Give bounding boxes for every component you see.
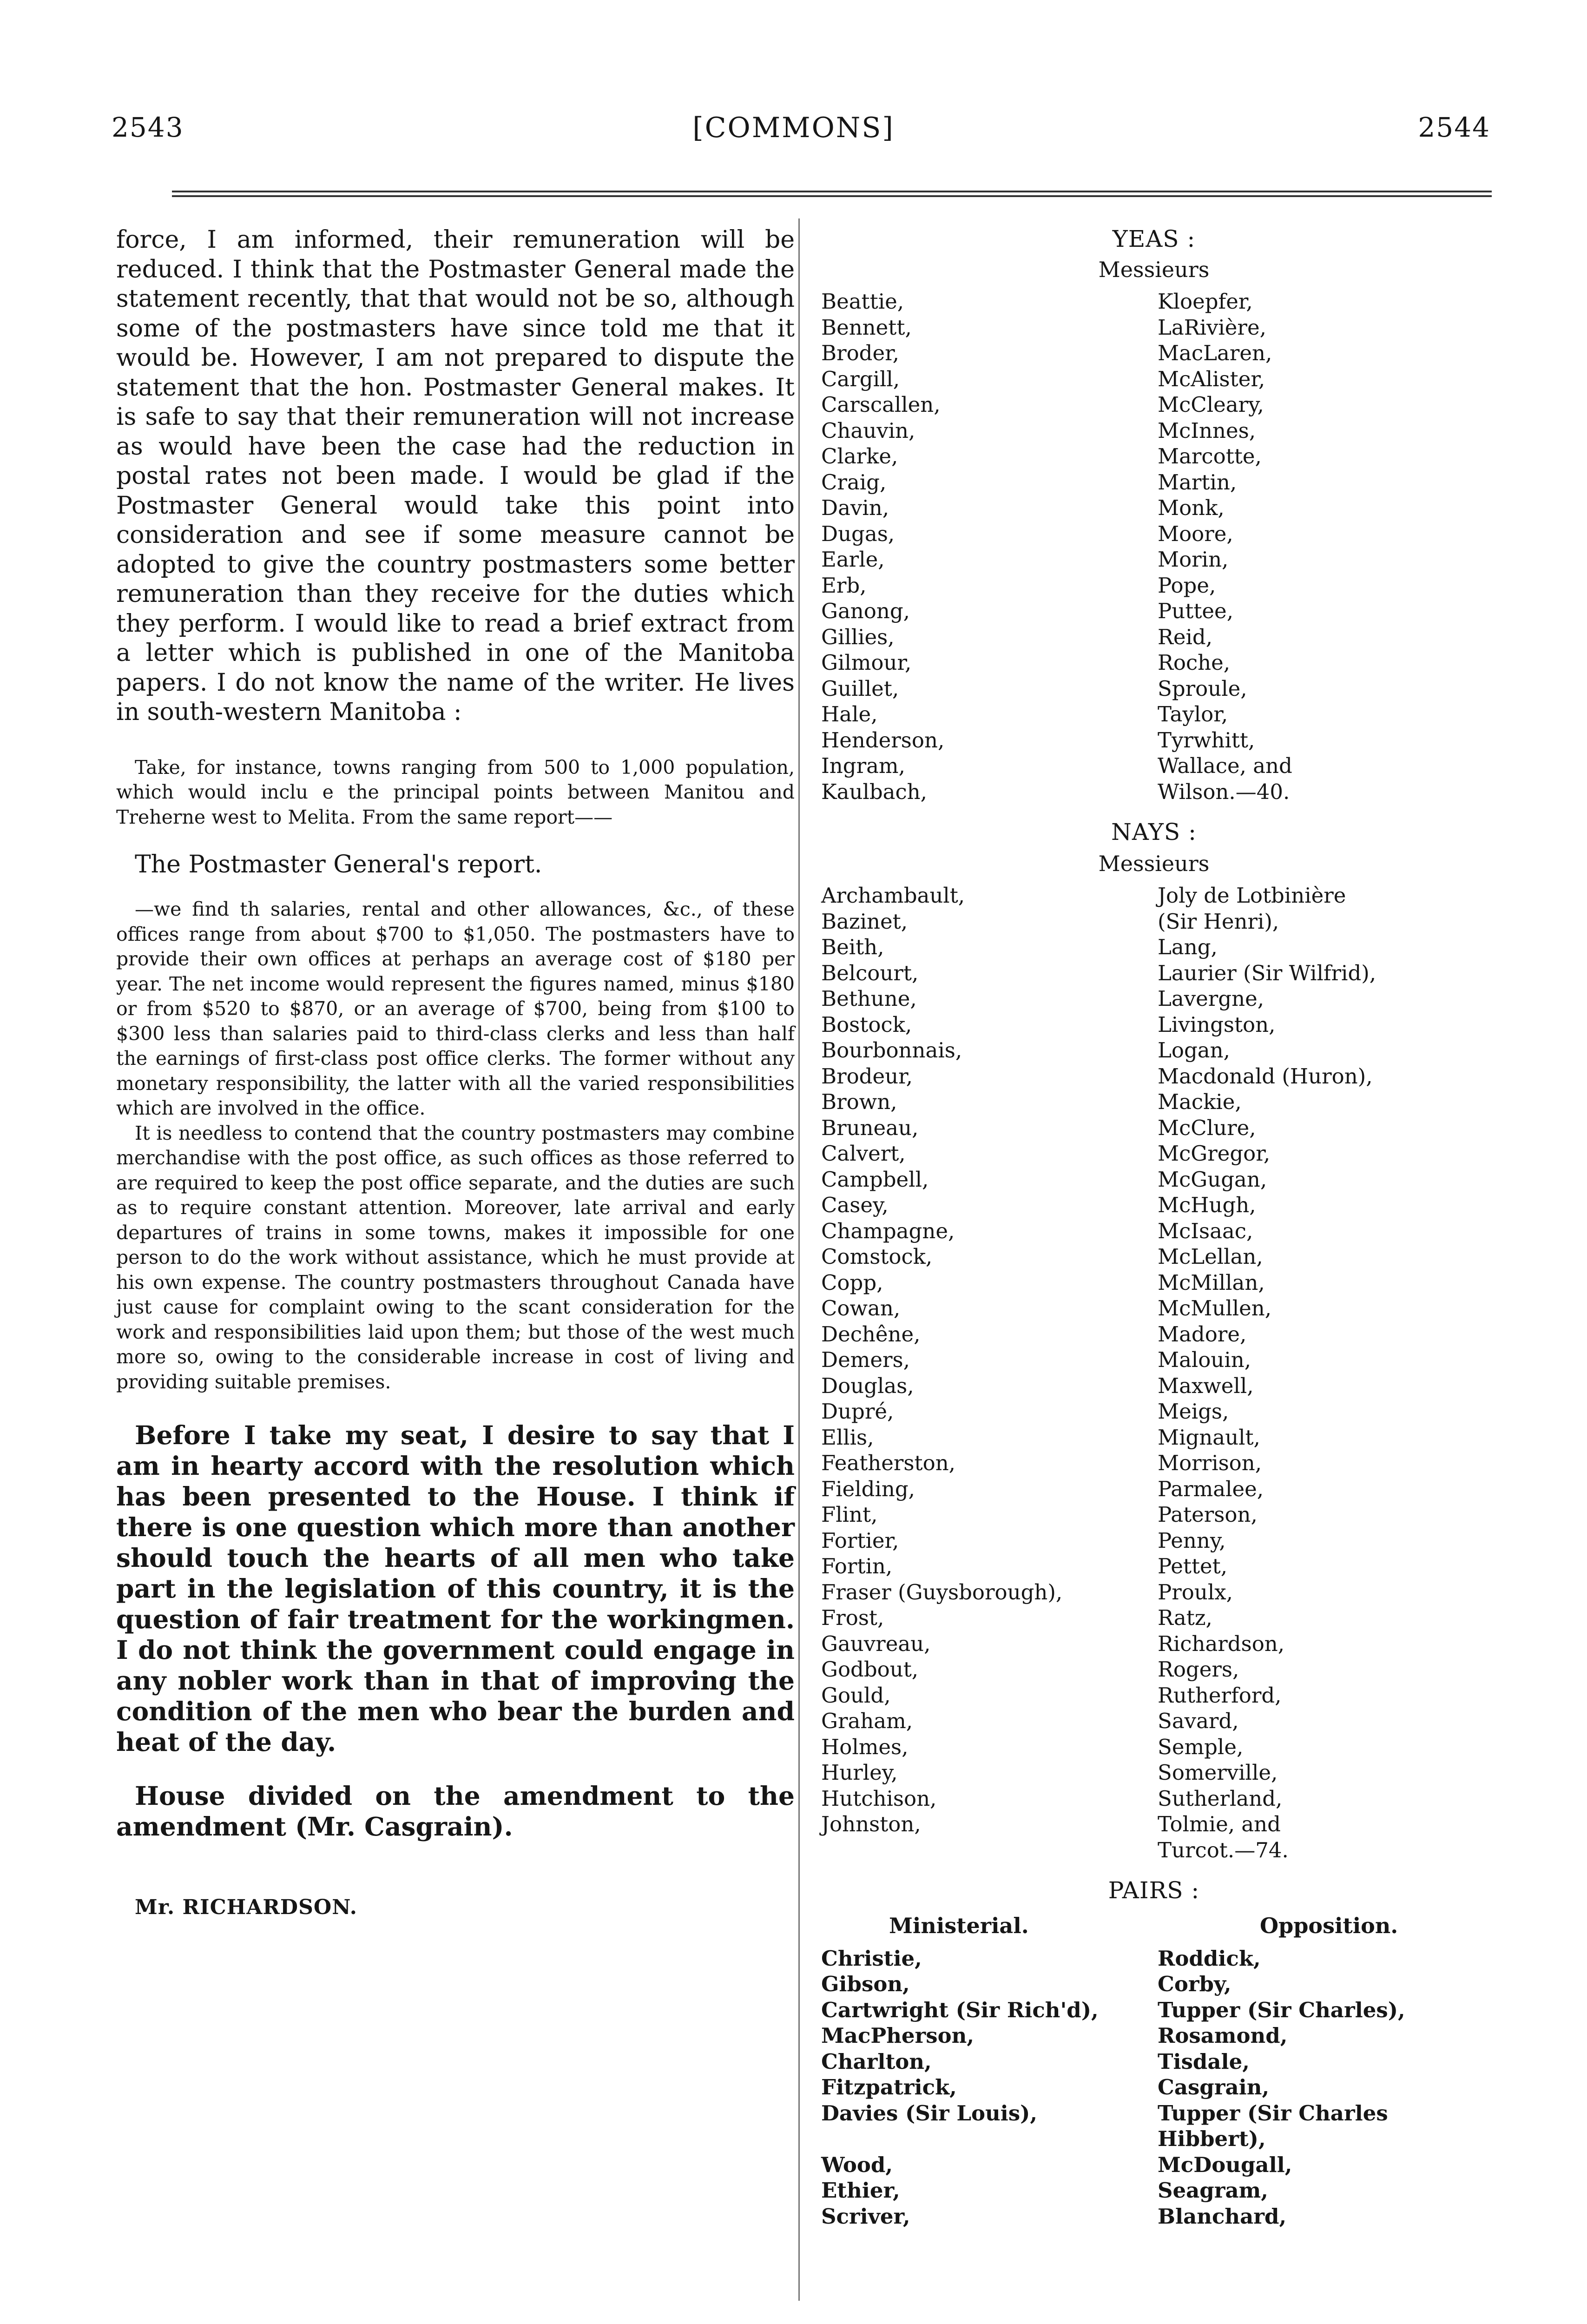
member-name: McGregor, — [1158, 1141, 1271, 1166]
member-name: Champagne, — [821, 1218, 955, 1243]
member-name: Gauvreau, — [821, 1631, 931, 1656]
member-name: Fortier, — [821, 1528, 899, 1553]
member-name: Macdonald (Huron), — [1158, 1063, 1373, 1089]
member-name: Fielding, — [821, 1476, 915, 1501]
member-name: Roche, — [1158, 650, 1231, 675]
member-name: Tyrwhitt, — [1158, 727, 1255, 753]
member-name: Gibson, — [821, 1972, 910, 1996]
member-name: Bazinet, — [821, 909, 908, 934]
member-name: Chauvin, — [821, 418, 915, 443]
running-title: [COMMONS] — [692, 112, 895, 144]
member-name — [815, 2126, 1158, 2152]
column-divider — [798, 218, 800, 2301]
member-name: Graham, — [821, 1709, 913, 1733]
member-name: Dupré, — [821, 1399, 894, 1424]
member-name: Charlton, — [821, 2049, 932, 2074]
member-name: LaRivière, — [1158, 315, 1266, 340]
member-name: Demers, — [821, 1347, 910, 1372]
member-name: McMullen, — [1158, 1296, 1272, 1320]
member-name: Turcot.—74. — [1158, 1837, 1289, 1862]
member-name: Featherston, — [821, 1451, 955, 1475]
nays-list — [815, 883, 1493, 1863]
member-name: Tupper (Sir Charles), — [1158, 1997, 1405, 2022]
page-header — [0, 0, 1587, 153]
report-title: The Postmaster General's report. — [135, 851, 542, 878]
page-number-left: 2543 — [112, 112, 184, 143]
member-name: McCleary, — [1158, 392, 1264, 417]
speech-paragraph-bold: Before I take my seat, I desire to say that I am in hearty accord with the resolution which has been presented to the House. I think if there is one question which more than another should touch the hearts of all men who take part in the legislation of this country, it is the question of fair treatment for the workingmen. I do not think the government could engage in any nobler work than in that of improving the condition of the men who bear the burden and heat of the day. — [116, 1420, 795, 1757]
member-name: Ellis, — [821, 1425, 874, 1450]
member-name: Ratz, — [1158, 1605, 1212, 1630]
member-name: Frost, — [821, 1605, 884, 1630]
member-name: Lang, — [1158, 935, 1218, 959]
header-rule — [172, 191, 1492, 192]
member-name: Cargill, — [821, 366, 900, 391]
member-name: Savard, — [1158, 1709, 1239, 1733]
member-name: Campbell, — [821, 1167, 929, 1192]
member-name: McHugh, — [1158, 1193, 1256, 1217]
member-name: Sutherland, — [1158, 1786, 1283, 1811]
member-name: Kaulbach, — [821, 779, 927, 804]
member-name: Douglas, — [821, 1373, 914, 1398]
member-name: Holmes, — [821, 1734, 909, 1759]
member-name: Madore, — [1158, 1321, 1247, 1347]
member-name: Copp, — [821, 1270, 883, 1295]
member-name: Meigs, — [1158, 1399, 1229, 1424]
member-name: Johnston, — [821, 1812, 921, 1836]
member-name: Scriver, — [821, 2204, 910, 2229]
yeas-list — [815, 289, 1493, 805]
member-name: McIsaac, — [1158, 1218, 1253, 1243]
member-name: Casgrain, — [1158, 2075, 1270, 2100]
member-name: Seagram, — [1158, 2178, 1268, 2203]
member-name: Malouin, — [1158, 1347, 1251, 1372]
member-name: Ethier, — [821, 2178, 900, 2203]
member-name: Joly de Lotbinière — [1158, 883, 1346, 908]
member-name: Mackie, — [1158, 1089, 1242, 1114]
page-number-right: 2544 — [1418, 112, 1490, 143]
member-name: Carscallen, — [821, 392, 941, 417]
pairs-list — [815, 1946, 1493, 2230]
pairs-heading-ministerial: Ministerial. — [889, 1913, 1029, 1938]
member-name: Moore, — [1158, 521, 1233, 546]
member-name: Wood, — [821, 2152, 893, 2177]
member-name: McGugan, — [1158, 1167, 1267, 1192]
member-name: Somerville, — [1158, 1760, 1278, 1785]
member-name: Fortin, — [821, 1554, 893, 1578]
member-name: Hurley, — [821, 1760, 898, 1785]
member-name: Craig, — [821, 469, 887, 495]
pairs-heading-opposition: Opposition. — [1260, 1913, 1398, 1938]
yeas-heading: YEAS : — [1112, 225, 1196, 252]
member-name: Martin, — [1158, 469, 1237, 495]
header-rule-second — [172, 195, 1492, 197]
member-name: Wallace, and — [1158, 753, 1292, 778]
member-name: Mignault, — [1158, 1425, 1260, 1450]
member-name: Davies (Sir Louis), — [821, 2100, 1038, 2126]
member-name: Semple, — [1158, 1734, 1244, 1759]
member-name: Parmalee, — [1158, 1476, 1264, 1501]
member-name: Erb, — [821, 573, 867, 598]
member-name: Reid, — [1158, 624, 1213, 649]
nays-heading: NAYS : — [1111, 819, 1197, 845]
member-name: MacPherson, — [821, 2023, 974, 2048]
member-name: Logan, — [1158, 1038, 1230, 1063]
left-column — [116, 225, 795, 1919]
member-name: Earle, — [821, 547, 885, 572]
member-name: Livingston, — [1158, 1012, 1276, 1037]
member-name: Pope, — [1158, 573, 1216, 598]
member-name: Ingram, — [821, 753, 905, 778]
member-name: Fitzpatrick, — [821, 2075, 957, 2100]
member-name: Brodeur, — [821, 1063, 913, 1089]
speaker-signature: Mr. RICHARDSON. — [135, 1895, 357, 1919]
member-name: Archambault, — [821, 883, 965, 908]
member-name: McDougall, — [1158, 2152, 1292, 2177]
member-name: Christie, — [821, 1946, 922, 1971]
member-name: Proulx, — [1158, 1579, 1233, 1604]
member-name: Corby, — [1158, 1972, 1231, 1996]
member-name: Bostock, — [821, 1012, 912, 1037]
member-name: Godbout, — [821, 1657, 919, 1682]
member-name: Paterson, — [1158, 1502, 1258, 1527]
member-name: Guillet, — [821, 676, 899, 701]
member-name: Puttee, — [1158, 599, 1233, 623]
member-name: Flint, — [821, 1502, 878, 1527]
member-name: Cartwright (Sir Rich'd), — [821, 1997, 1099, 2022]
member-name: McLellan, — [1158, 1244, 1263, 1269]
member-name: (Sir Henri), — [1158, 909, 1279, 934]
member-name: Bennett, — [821, 315, 912, 340]
member-name: Fraser (Guysborough), — [821, 1579, 1063, 1604]
member-name: Clarke, — [821, 444, 898, 469]
member-name: Monk, — [1158, 495, 1225, 520]
quoted-paragraph: Take, for instance, towns ranging from 500 to 1,000 population, which would inclu e the principal points between Manitou and Treherne west to Melita. From the same report—— — [116, 756, 795, 828]
member-name: Ganong, — [821, 599, 910, 623]
division-announcement: House divided on the amendment to the amendment (Mr. Casgrain). — [116, 1781, 795, 1842]
member-name: Wilson.—40. — [1158, 779, 1290, 804]
member-name: Marcotte, — [1158, 444, 1262, 469]
member-name: Taylor, — [1158, 702, 1228, 726]
member-name: Cowan, — [821, 1296, 901, 1320]
member-name: McInnes, — [1158, 418, 1256, 443]
member-name: Tisdale, — [1158, 2049, 1250, 2074]
member-name: Davin, — [821, 495, 889, 520]
member-name: Hutchison, — [821, 1786, 937, 1811]
pairs-heading: PAIRS : — [1108, 1877, 1200, 1904]
member-name: McClure, — [1158, 1115, 1256, 1140]
right-column — [815, 225, 1493, 2229]
member-name: Sproule, — [1158, 676, 1247, 701]
member-name: Casey, — [821, 1193, 889, 1217]
member-name: Rogers, — [1158, 1657, 1239, 1682]
speech-paragraph: force, I am informed, their remuneration will be reduced. I think that the Postmaster General made the statement recently, that that would not be so, although some of the postmasters have since told me that it would be. However, I am not prepared to dispute the statement that the hon. Postmaster General makes. It is safe to say that their remuneration will not increase as would have been the case had the reduction in postal rates not been made. I would be glad if the Postmaster General would take this point into consideration and see if some measure cannot be adopted to give the country postmasters some better remuneration than they receive for the duties which they perform. I would like to read a brief extract from a letter which is published in one of the Manitoba papers. I do not know the name of the writer. He lives in south-western Manitoba : — [116, 226, 795, 726]
member-name: Beattie, — [821, 289, 904, 314]
member-name: Dechêne, — [821, 1321, 921, 1347]
member-name: Pettet, — [1158, 1554, 1228, 1578]
member-name: McAlister, — [1158, 366, 1265, 391]
member-name: Gillies, — [821, 624, 895, 649]
quoted-paragraph: It is needless to contend that the country postmasters may combine merchandise with the post office, as such offices as those referred to are required to keep the post office separate, and the duties are such as to require constant attention. Moreover, late arrival and early departures of trains in some towns, makes it impossible for one person to do the work without assistance, which he must provide at his own expense. The country postmasters throughout Canada have just cause for complaint owing to the scant consideration for the work and responsibilities laid upon them; but those of the west much more so, owing to the considerable increase in cost of living and providing suitable premises. — [116, 1122, 795, 1393]
member-name: Hale, — [821, 702, 878, 726]
member-name: Henderson, — [821, 727, 945, 753]
member-name: Laurier (Sir Wilfrid), — [1158, 960, 1376, 985]
member-name: Rosamond, — [1158, 2023, 1288, 2048]
member-name — [815, 1837, 1158, 1863]
member-name: Maxwell, — [1158, 1373, 1254, 1398]
member-name: Brown, — [821, 1089, 897, 1114]
member-name: Calvert, — [821, 1141, 906, 1166]
member-name: Lavergne, — [1158, 986, 1264, 1011]
nays-subheading: Messieurs — [1098, 851, 1210, 876]
member-name: Tupper (Sir Charles — [1158, 2100, 1388, 2126]
member-name: Rutherford, — [1158, 1683, 1282, 1708]
member-name: Hibbert), — [1158, 2126, 1266, 2151]
member-name: Roddick, — [1158, 1946, 1261, 1971]
member-name: Bourbonnais, — [821, 1038, 962, 1063]
member-name: Tolmie, and — [1158, 1812, 1281, 1836]
member-name: MacLaren, — [1158, 341, 1272, 365]
member-name: Penny, — [1158, 1528, 1226, 1553]
member-name: Richardson, — [1158, 1631, 1285, 1656]
member-name: Broder, — [821, 341, 899, 365]
quoted-paragraph: —we find th salaries, rental and other allowances, &c., of these offices range from about $700 to $1,050. The postmasters have to provide their own offices at perhaps an average cost of $180 per year. The net income would represent the figures named, minus $180 or from $520 to $870, or an average of $700, being from $100 to $300 less than salaries paid to third-class clerks and less than half the earnings of first-class post office clerks. The former without any monetary responsibility, the latter with all the varied responsibilities which are involved in the office. — [116, 898, 795, 1119]
member-name: Gould, — [821, 1683, 891, 1708]
member-name: Bruneau, — [821, 1115, 919, 1140]
member-name: Gilmour, — [821, 650, 912, 675]
member-name: Bethune, — [821, 986, 917, 1011]
member-name: Comstock, — [821, 1244, 933, 1269]
member-name: Dugas, — [821, 521, 895, 546]
member-name: Morrison, — [1158, 1451, 1262, 1475]
member-name: Belcourt, — [821, 960, 919, 985]
member-name: Blanchard, — [1158, 2204, 1287, 2229]
member-name: Morin, — [1158, 547, 1229, 572]
pairs-column-headings — [815, 1913, 1493, 1939]
member-name: Kloepfer, — [1158, 289, 1253, 314]
member-name: McMillan, — [1158, 1270, 1265, 1295]
yeas-subheading: Messieurs — [1098, 257, 1210, 282]
member-name: Beith, — [821, 935, 884, 959]
